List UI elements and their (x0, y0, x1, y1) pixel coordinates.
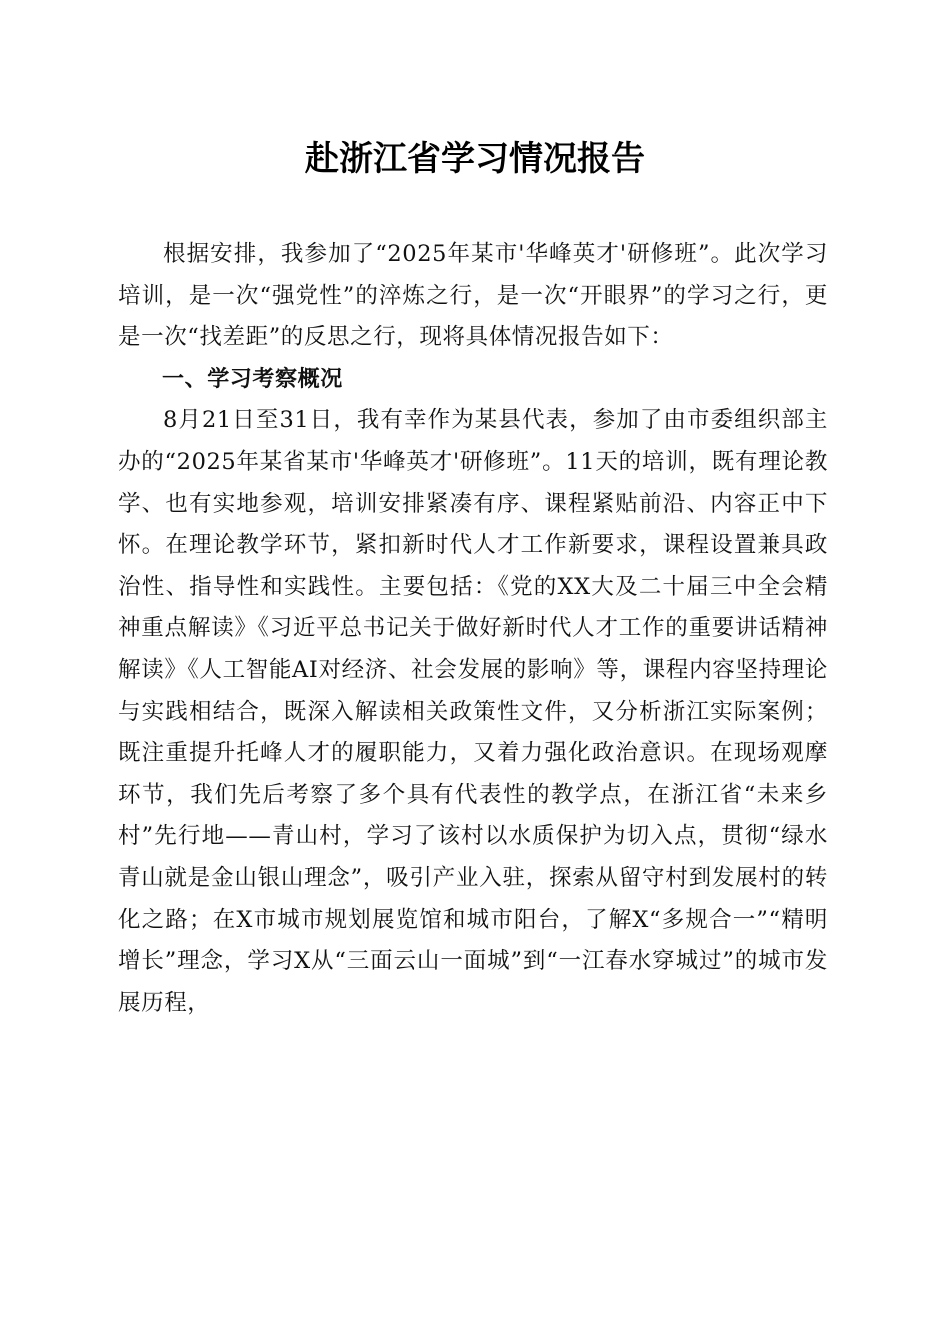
document-title: 赴浙江省学习情况报告 (305, 139, 645, 179)
intro-paragraph: 根据安排，我参加了“2025年某市'华峰英才'研修班”。此次学习培训，是一次“强党性”的淬炼之行，是一次“开眼界”的学习之行，更是一次“找差距”的反思之行，现将具体情况报告如下： (118, 241, 828, 351)
section-paragraph: 8月21日至31日，我有幸作为某县代表，参加了由市委组织部主办的“2025年某省某市'华峰英才'研修班”。11天的培训，既有理论教学、也有实地参观，培训安排紧凑有序、课程紧贴前沿、内容正中下怀。在理论教学环节，紧扣新时代人才工作新要求，课程设置兼具政治性、指导性和实践性。主要包括：《党的XX大及二十届三中全会精神重点解读》《习近平总书记关于做好新时代人才工作的重要讲话精神解读》《人工智能AI对经济、社会发展的影响》等，课程内容坚持理论与实践相结合，既深入解读相关政策性文件，又分析浙江实际案例；既注重提升托峰人才的履职能力，又着力强化政治意识。在现场观摩环节，我们先后考察了多个具有代表性的教学点，在浙江省“未来乡村”先行地——青山村，学习了该村以水质保护为切入点，贯彻“绿水青山就是金山银山理念”，吸引产业入驻，探索从留守村到发展村的转化之路；在X市城市规划展览馆和城市阳台，了解X“多规合一”“精明增长”理念，学习X从“三面云山一面城”到“一江春水穿城过”的城市发展历程， (118, 407, 828, 1016)
section-heading: 一、学习考察概况 (162, 366, 343, 392)
document-body (118, 234, 828, 1024)
